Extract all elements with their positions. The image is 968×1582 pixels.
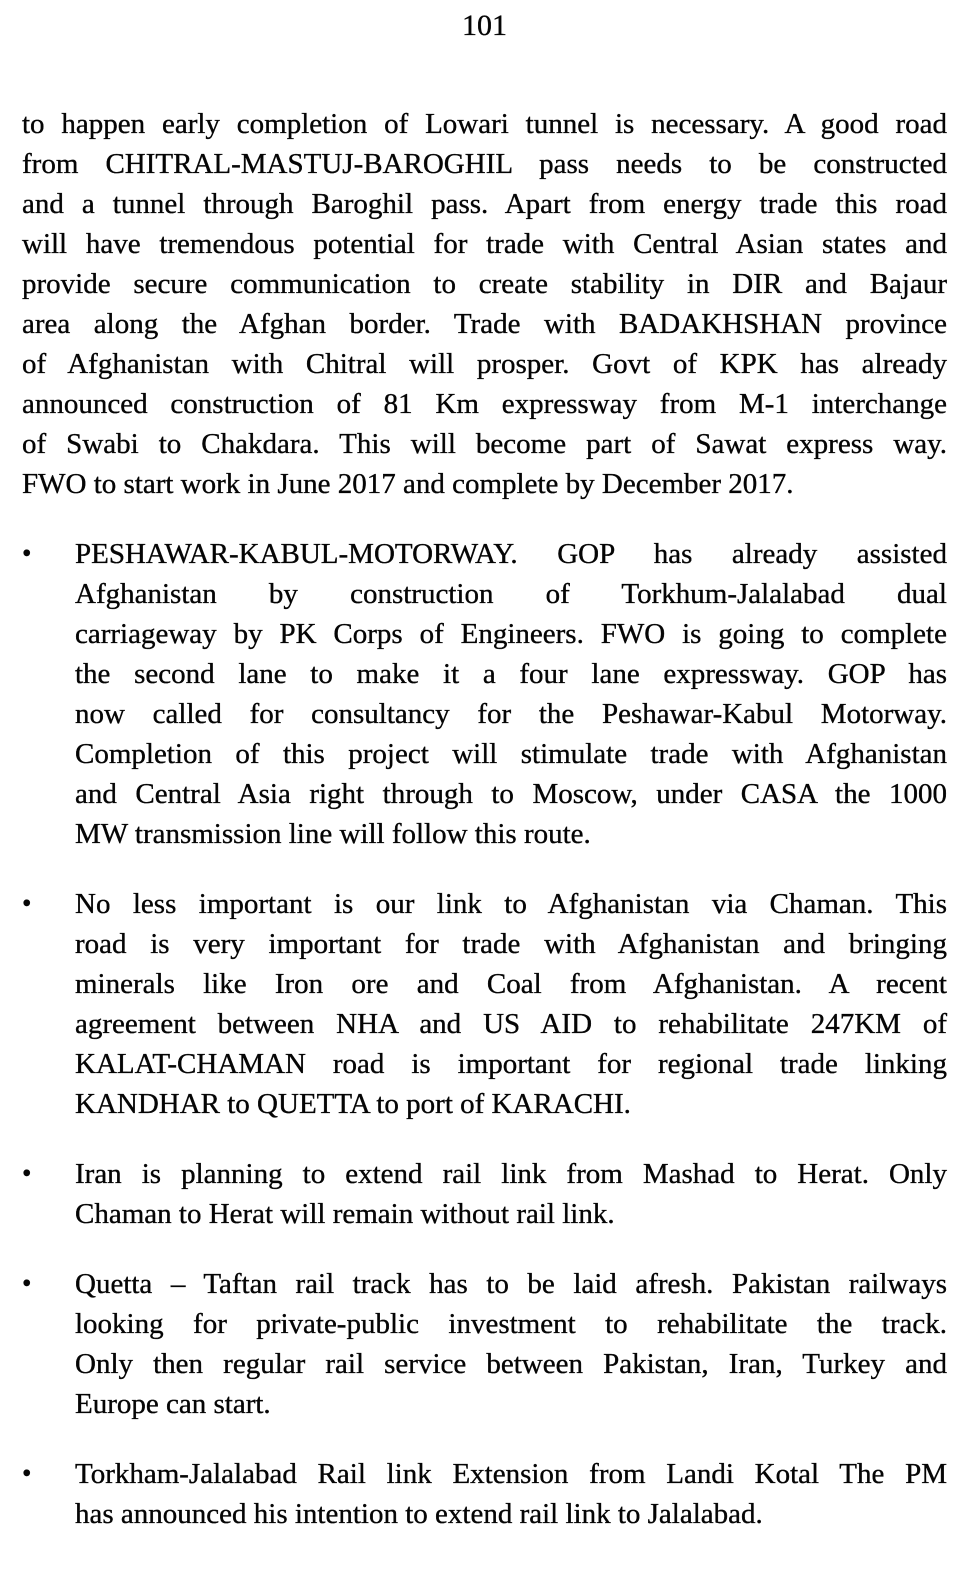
bullet-text xyxy=(75,1454,947,1534)
paragraph-line: of Afghanistan with Chitral will prosper. Govt of KPK has already xyxy=(22,348,947,380)
bullet-line: Europe can start. xyxy=(75,1388,271,1420)
paragraph-line: to happen early completion of Lowari tunnel is necessary. A good road xyxy=(22,108,947,140)
bullet-item xyxy=(22,1154,947,1234)
bullet-line: now called for consultancy for the Peshawar-Kabul Motorway. xyxy=(75,698,947,730)
bullet-line: Torkham-Jalalabad Rail link Extension from Landi Kotal The PM xyxy=(75,1458,947,1490)
bullet-marker-icon: • xyxy=(22,1268,32,1298)
bullet-text xyxy=(75,1264,947,1424)
bullet-marker-icon: • xyxy=(22,1458,32,1488)
lead-paragraph xyxy=(22,104,947,504)
paragraph-line: will have tremendous potential for trade with Central Asian states and xyxy=(22,228,947,260)
bullet-text xyxy=(75,884,947,1124)
bullet-line: road is very important for trade with Afghanistan and bringing xyxy=(75,928,947,960)
bullet-item xyxy=(22,1454,947,1534)
bullet-line: the second lane to make it a four lane expressway. GOP has xyxy=(75,658,947,690)
bullet-item xyxy=(22,1264,947,1424)
bullet-line: Completion of this project will stimulate trade with Afghanistan xyxy=(75,738,947,770)
bullet-line: Afghanistan by construction of Torkhum-Jalalabad dual xyxy=(75,578,947,610)
bullet-line: carriageway by PK Corps of Engineers. FWO is going to complete xyxy=(75,618,947,650)
bullet-item xyxy=(22,884,947,1124)
bullet-text xyxy=(75,534,947,854)
bullet-text xyxy=(75,1154,947,1234)
bullet-item xyxy=(22,534,947,854)
bullet-line: Quetta – Taftan rail track has to be laid afresh. Pakistan railways xyxy=(75,1268,947,1300)
bullet-line: Only then regular rail service between Pakistan, Iran, Turkey and xyxy=(75,1348,947,1380)
bullet-line: No less important is our link to Afghanistan via Chaman. This xyxy=(75,888,947,920)
bullet-line: agreement between NHA and US AID to rehabilitate 247KM of xyxy=(75,1008,947,1040)
paragraph-line: provide secure communication to create stability in DIR and Bajaur xyxy=(22,268,947,300)
bullet-line: Iran is planning to extend rail link from Mashad to Herat. Only xyxy=(75,1158,947,1190)
bullet-marker-icon: • xyxy=(22,538,32,568)
bullet-line: KANDHAR to QUETTA to port of KARACHI. xyxy=(75,1088,631,1120)
bullet-line: has announced his intention to extend rail link to Jalalabad. xyxy=(75,1498,763,1530)
bullet-line: PESHAWAR-KABUL-MOTORWAY. GOP has already assisted xyxy=(75,538,947,570)
bullet-line: looking for private-public investment to rehabilitate the track. xyxy=(75,1308,947,1340)
paragraph-line: area along the Afghan border. Trade with BADAKHSHAN province xyxy=(22,308,947,340)
bullet-line: KALAT-CHAMAN road is important for regional trade linking xyxy=(75,1048,947,1080)
paragraph-line: and a tunnel through Baroghil pass. Apart from energy trade this road xyxy=(22,188,947,220)
paragraph-line: from CHITRAL-MASTUJ-BAROGHIL pass needs to be constructed xyxy=(22,148,947,180)
bullet-line: MW transmission line will follow this route. xyxy=(75,818,591,850)
document-body xyxy=(22,104,947,1534)
paragraph-line: announced construction of 81 Km expressway from M-1 interchange xyxy=(22,388,947,420)
bullet-marker-icon: • xyxy=(22,888,32,918)
paragraph-line: of Swabi to Chakdara. This will become part of Sawat express way. xyxy=(22,428,947,460)
bullet-marker-icon: • xyxy=(22,1158,32,1188)
bullet-line: and Central Asia right through to Moscow, under CASA the 1000 xyxy=(75,778,947,810)
bullet-line: Chaman to Herat will remain without rail link. xyxy=(75,1198,615,1230)
paragraph-line: FWO to start work in June 2017 and complete by December 2017. xyxy=(22,468,794,500)
page-number: 101 xyxy=(462,9,507,42)
bullet-line: minerals like Iron ore and Coal from Afghanistan. A recent xyxy=(75,968,947,1000)
